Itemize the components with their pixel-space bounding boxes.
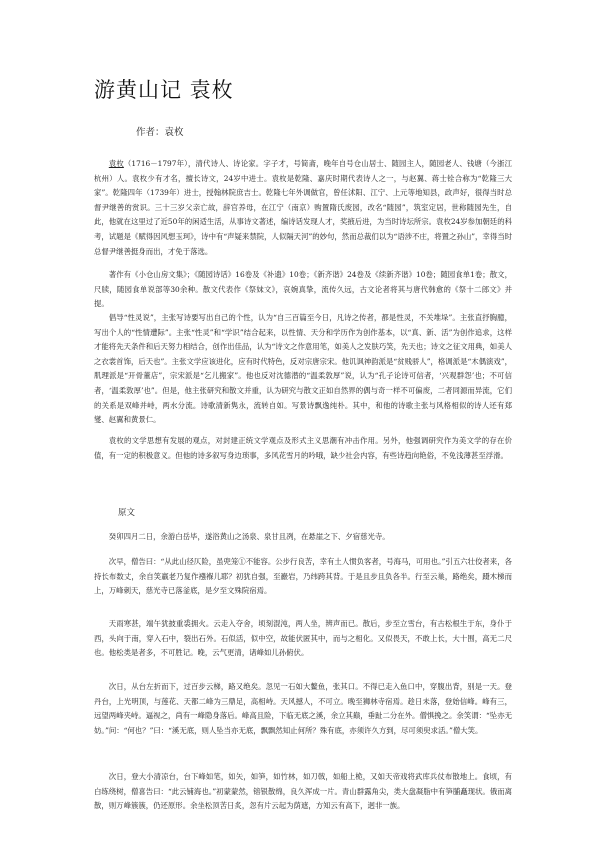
- original-paragraph-3: 天雨寒甚，端午犹披重裘拥火。云走入夺舍，顷刻混沌，两人坐，辨声而已。散后，步至立雪台，有古松根生于东，身仆于西，头向于南，穿入石中，裂出石外。石似活，似中空，故能伏匿其中，而与之相化。又似畏天，不敢上长，大十围，高无二尺也。他松类是者多，不可胜记。晚，云气更清，诸峰如儿孙俯伏。: [94, 619, 512, 658]
- author-name-link[interactable]: 袁枚: [108, 159, 124, 168]
- bio-paragraph-2: 著作有《小仓山房文集》；《随园诗话》16卷及《补遗》10卷；《新齐谐》24卷及《续新齐谐》10卷；随园食单1卷；散文，尺牍，随园食单说部等30余种。散文代表作《祭妹文》，哀婉真挚，流传久远，古文论者将其与唐代韩愈的《祭十二郎文》并提。: [94, 270, 512, 309]
- original-paragraph-2: 次早，僧告曰：“从此山径仄险，虽兜笼①不能容。公步行良苦，幸有土人惯负客者，号海马，可用也。”引五六壮佼者来，各持长布数丈，余自笑羸老乃复作襁褓儿耶？初犹自强，至巖岩，乃纬跨其背。于是且步且负各半。行至云巢，路绝矣，蹑木梯而上，万峰刺天，慈光寺已落釜底，是夕至文殊院宿焉。: [94, 557, 512, 596]
- original-paragraph-4: 次日，从台左折而下，过百步云梯，路又绝矣。忽见一石如大鳌鱼，张其口。不得已走入鱼口中，穿腹出背，别是一天。登丹台，上光明顶，与莲花、天都二峰为三鼎足，高相峙。天风撼人，不可立。晚至狮林寺宿焉。趁日未落，登始信峰。峰有三，远望两峰夹峙。逼视之，尚有一峰隐身落后。峰高且险，下临无底之溪，余立其巅，垂趾二分在外。僧惧挽之。余笑谓：“坠亦无妨。”问：“何也？”曰：“溪无底，则人坠当亦无底，飘飘然知止何所？殊有底，亦须许久方到，尽可须臾求活。”僧大笑。: [94, 682, 512, 735]
- author-line: 作者：袁枚: [136, 127, 184, 138]
- bio-paragraph-3: 倡导“性灵说”，主张写诗要写出自己的个性，认为“自三百篇至今日，凡诗之传者，都是性灵，不关堆垛”。主张直抒胸臆，写出个人的“性情遭际”。主张“性灵”和“学识”结合起来，以性情、天分和学历作为创作基本，以“真、新、活”为创作追求，这样才能将先天条件和后天努力相结合，创作出佳品，认为“诗文之作意用笔，如美人之发肤巧笑，先天也；诗文之征文用典，如美人之衣裳首饰，后天也”。主张文学应该进化，应有时代特色，反对宗唐宗宋。他讥讽神韵派是“贫贱骄人”，格调派是“木偶演戏”，肌理派是“开骨董店”，宗宋派是“乞儿搬家”。他也反对沈德潜的“温柔敦厚”说，认为“孔子论诗可信者，‘兴观群怨’也；不可信者，‘温柔敦厚’也”。但是，他主张研究和散文并重，认为研究与散文正如自然界的偶与奇一样不可偏废，二者同源而异流，它们的关系是双峰并峙，两水分流。诗歌清新隽永，流转自如。写景诗飘逸纯朴。其中，和他的诗歌主张与风格相似的诗人还有郑燮、赵翼和黄景仁。: [94, 313, 512, 425]
- page-title: 游黄山记 袁枚: [94, 78, 234, 102]
- bio-paragraph-4: 袁枚的文学思想有发展的观点，对封建正统文学观点及形式主义思潮有冲击作用。另外，他强调研究作为美文学的存在价值，有一定的积极意义。但他的诗多叙写身边琐事，多风花雪月的吟哦，缺少社会内容，有些诗趋向艳俗，不免浅薄甚至浮滑。: [94, 436, 512, 460]
- bio-paragraph-1: [94, 157, 512, 259]
- original-paragraph-1: 癸卯四月二日，余游白岳毕，遂浴黄山之汤泉、泉甘且冽，在悬崖之下、夕宿慈光寺。: [108, 532, 390, 541]
- section-heading-original: 原文: [118, 508, 136, 518]
- original-paragraph-5: 次日，登大小清凉台，台下峰如笔，如矢，如笋，如竹林，如刀戟，如船上桅，又如天帝戏将武库兵仗布散地上。食顷，有白练绕树，僧喜告曰：“此云铺海也。”初蒙蒙然，镕银散绵，良久浑成一片。青山群露角尖，类大盘凝脂中有笋脯矗现状。俄而离散，则万峰簇簇，仍还原形。余坐松顶苦日炙，忽有片云起为荫遮，方知云有高下，迥非一族。: [94, 772, 512, 811]
- bio-paragraph-1-text: （1716－1797年），清代诗人、诗论家。字子才，号简斋，晚年自号仓山居士、随园主人，随园老人、钱塘（今浙江杭州）人。袁枚少有才名，擅长诗文，24岁中进士。袁枚是乾隆、嘉庆时期代表诗人之一，与赵翼、蒋士铨合称为“乾隆三大家”。乾隆四年（1739年）进士，授翰林院庶吉士。乾隆七年外调做官，曾任沭阳、江宁、上元等地知县，政声好，很得当时总督尹继善的赏识。三十三岁父亲亡故，辞官养母，在江宁（南京）购置隋氏废园，改名“随园”，筑室定居，世称随园先生，自此，他就在这里过了近50年的闲适生活，从事诗文著述，编诗话发现人才，奖掖后进，为当时诗坛所宗。袁枚24岁参加朝廷的科考，试题是《赋得因风想玉珂》，诗中有“声疑来禁院，人似隔天河”的妙句，然而总裁们以为“语涉不庄，将置之孙山”，幸得当时总督尹继善挺身而出，才免于落选。: [94, 159, 512, 256]
